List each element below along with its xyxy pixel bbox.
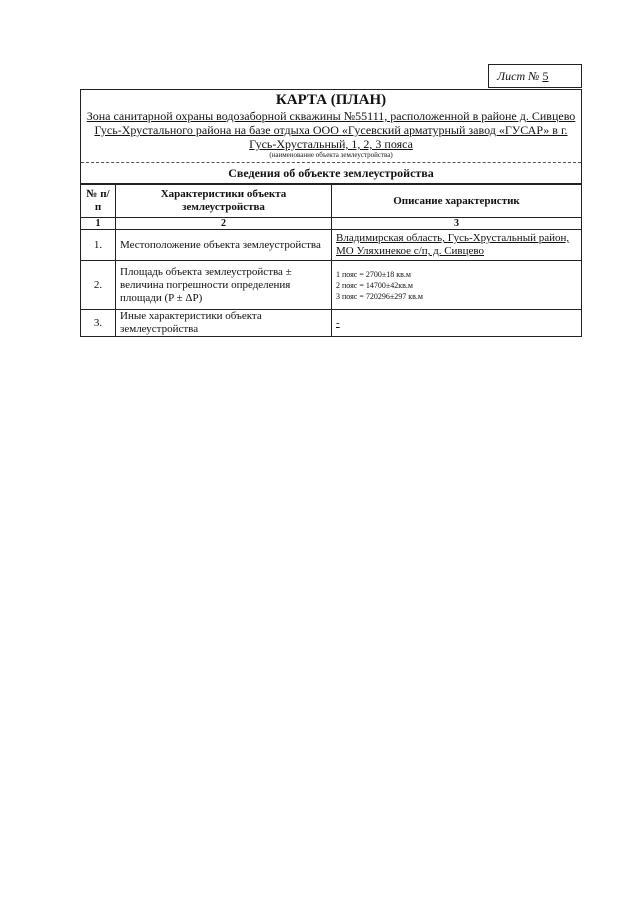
row-number: 3. bbox=[81, 310, 116, 337]
row-number: 2. bbox=[81, 261, 116, 310]
form-header bbox=[81, 90, 581, 163]
land-object-form bbox=[80, 89, 582, 337]
row-characteristic: Местоположение объекта землеустройства bbox=[116, 230, 332, 261]
index-cell: 2 bbox=[116, 218, 332, 230]
row-number: 1. bbox=[81, 230, 116, 261]
sheet-number: 5 bbox=[542, 69, 549, 83]
object-caption: (наименование объекта землеустройства) bbox=[269, 151, 393, 159]
table-row bbox=[81, 261, 581, 310]
column-header-description: Описание характеристик bbox=[332, 185, 582, 218]
row-characteristic: Иные характеристики объекта землеустройства bbox=[116, 310, 332, 337]
row-area-values bbox=[332, 261, 582, 310]
object-description: Зона санитарной охраны водозаборной скважины №55111, расположенной в районе д. Сивцево Гусь-Хрустального района на базе отдыха ООО «Гусевский арматурный завод «ГУСАР» в г. Гусь-Хрустальный, 1, 2, 3 пояса bbox=[86, 109, 576, 151]
characteristics-table bbox=[81, 184, 581, 336]
section-title: Сведения об объекте землеустройства bbox=[81, 163, 581, 184]
row-description: - bbox=[332, 310, 582, 337]
column-header-number: № п/п bbox=[81, 185, 116, 218]
sheet-number-box bbox=[488, 64, 582, 88]
index-cell: 1 bbox=[81, 218, 116, 230]
table-index-row bbox=[81, 218, 581, 230]
area-zone-3: 3 пояс = 720296±297 кв.м bbox=[336, 291, 423, 301]
area-zone-2: 2 пояс = 14700±42кв.м bbox=[336, 280, 413, 290]
sheet-label: Лист № bbox=[497, 69, 540, 83]
table-header-row bbox=[81, 185, 581, 218]
area-zone-1: 1 пояс = 2700±18 кв.м bbox=[336, 269, 411, 279]
page-title: КАРТА (ПЛАН) bbox=[275, 92, 387, 108]
row-characteristic: Площадь объекта землеустройства ± величина погрешности определения площади (P ± ΔP) bbox=[116, 261, 332, 310]
table-row bbox=[81, 310, 581, 337]
index-cell: 3 bbox=[332, 218, 582, 230]
table-row bbox=[81, 230, 581, 261]
row-description: Владимирская область, Гусь-Хрустальный район, МО Уляхинекое с/п, д. Сивцево bbox=[332, 230, 582, 261]
column-header-characteristic: Характеристики объекта землеустройства bbox=[116, 185, 332, 218]
